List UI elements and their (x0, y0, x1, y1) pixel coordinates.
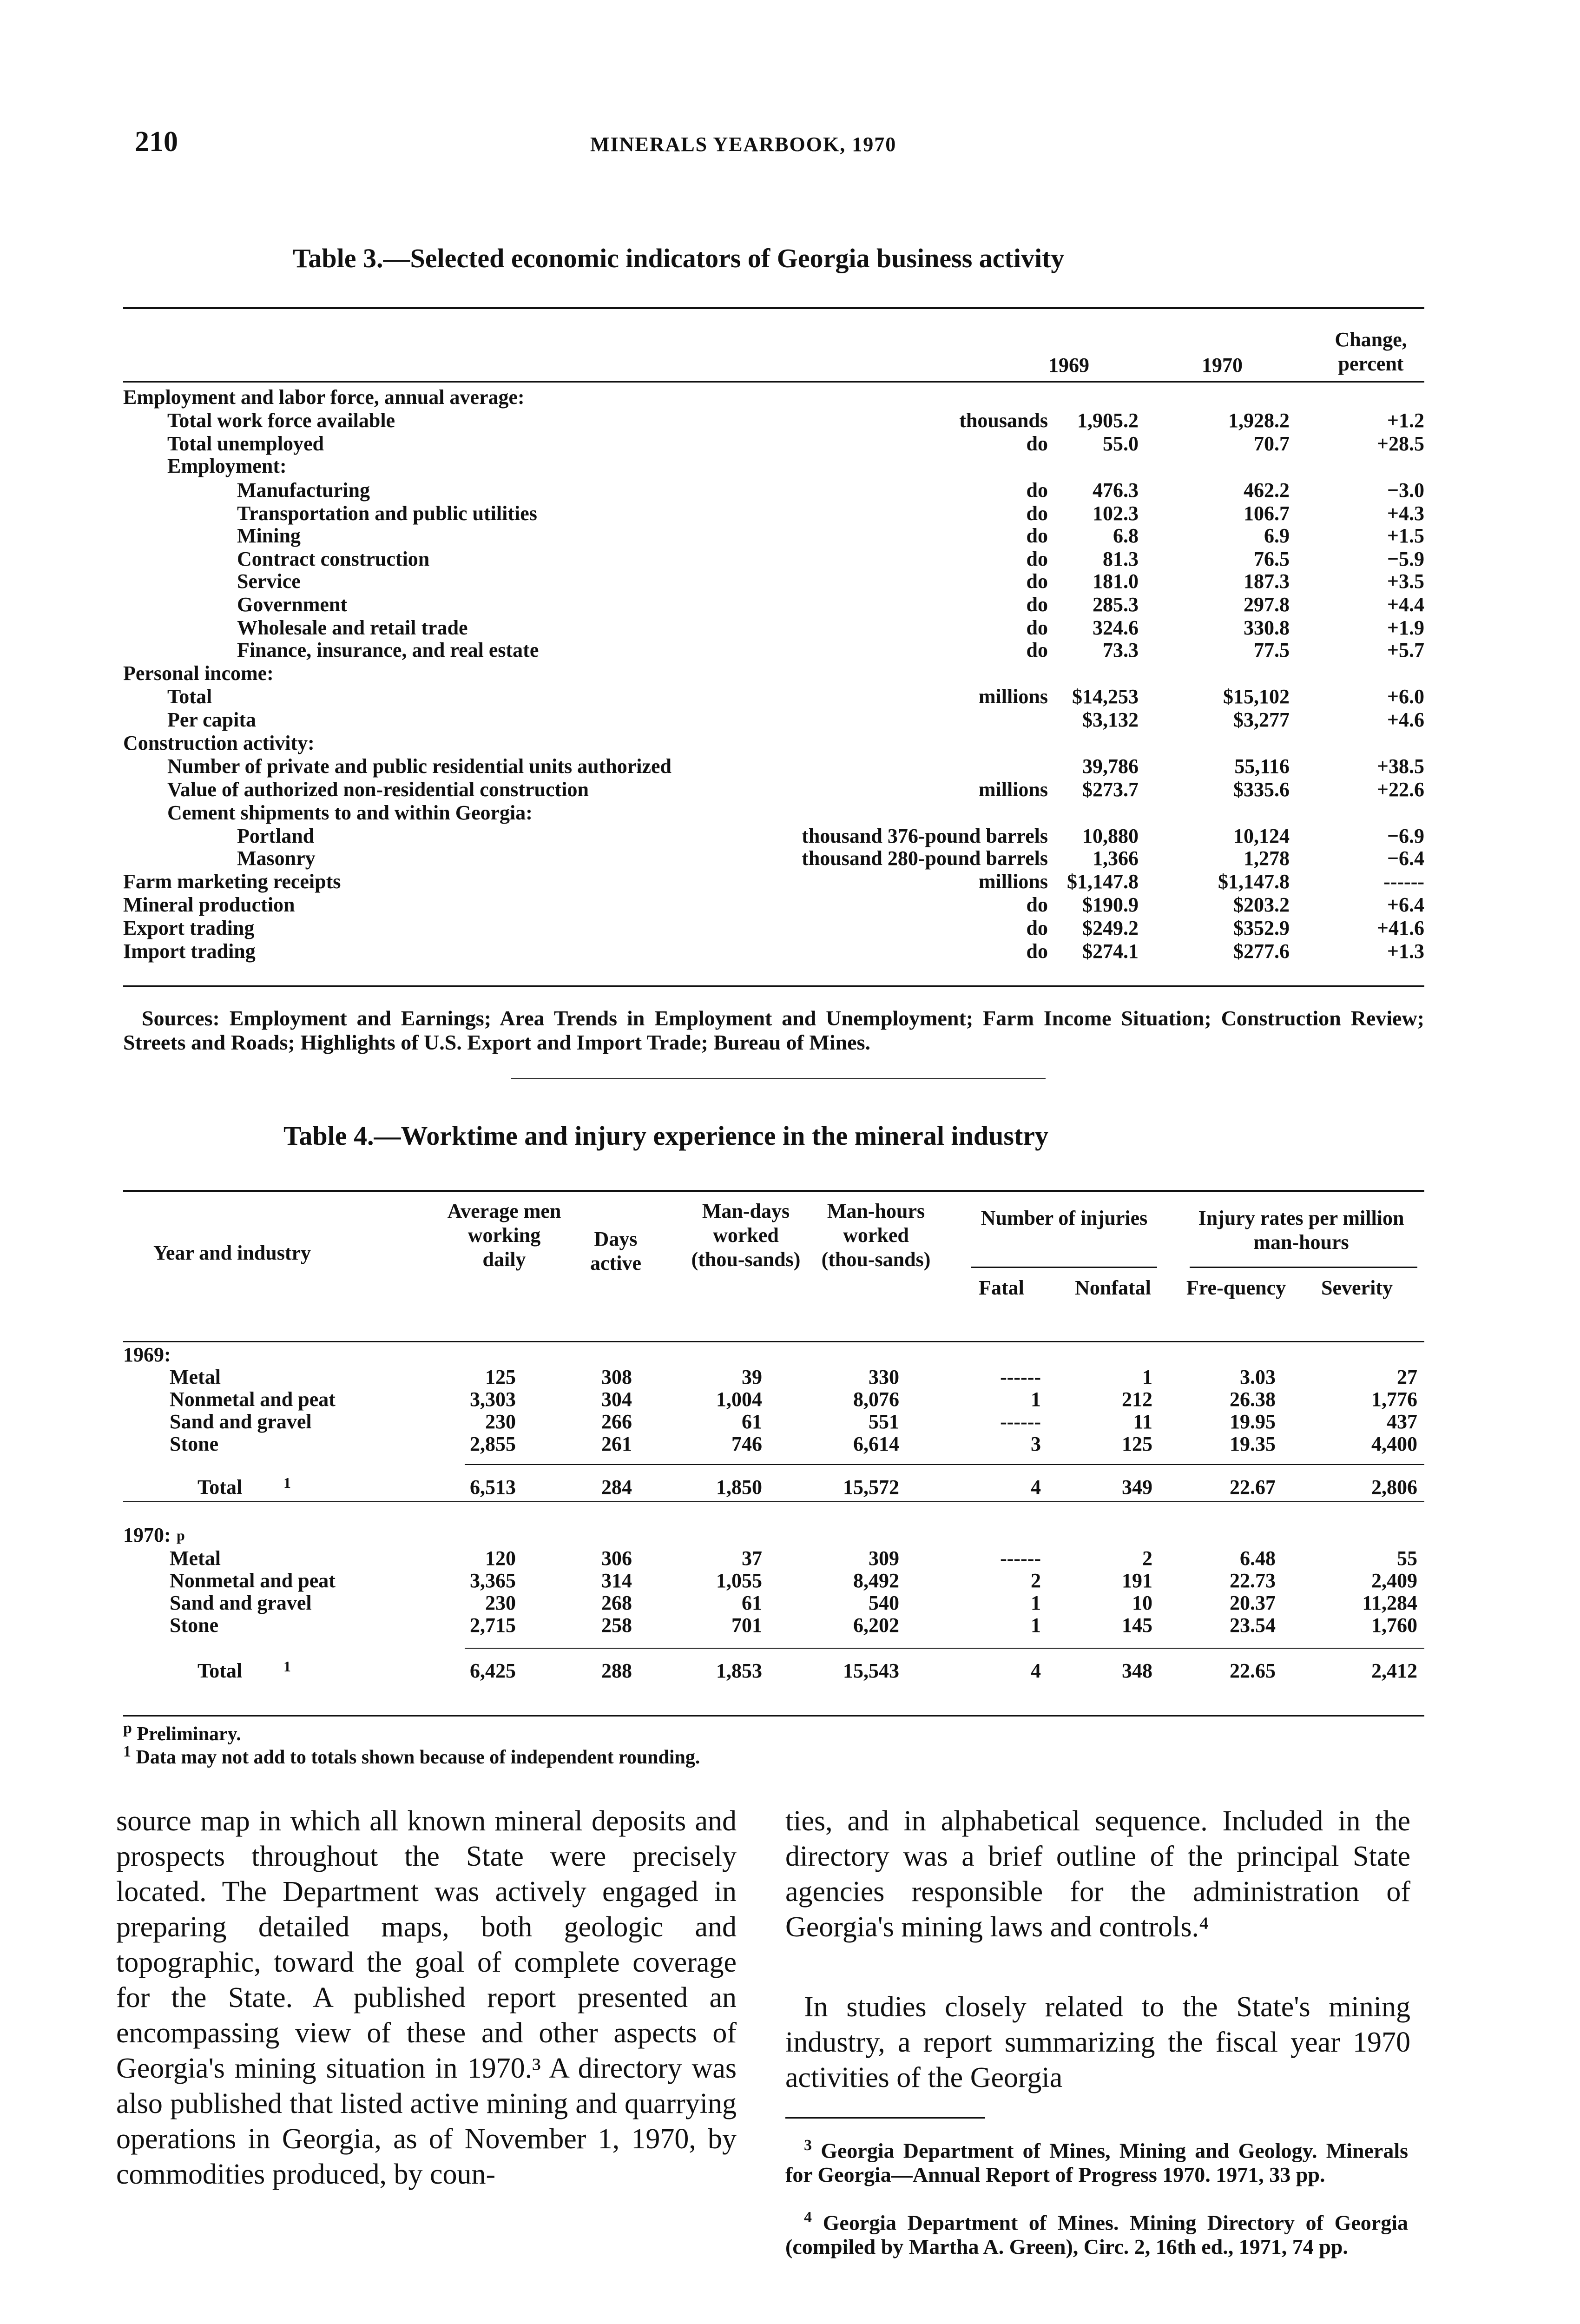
table3-change: +6.0 (1387, 685, 1424, 708)
table4-cell-fatal: 1 (1031, 1591, 1041, 1614)
footnote-4: $^4$ Georgia Department of Mines. Mining Directory of Georgia (compiled by Martha A. Green), Circ. 2, 16th ed., 1971, 74 pp. (785, 2209, 1408, 2259)
table4-cell-frequency: 22.67 (1230, 1476, 1276, 1499)
table3-change: +22.6 (1376, 778, 1424, 801)
table3-row-label: Personal income: (123, 662, 274, 685)
table3-change: +38.5 (1376, 755, 1424, 778)
table3-row-unit: do (1026, 524, 1048, 547)
table4-group-rule (123, 1501, 1424, 1502)
table4-cell-man-hours: 15,543 (843, 1659, 899, 1682)
table4-rates-rule (1190, 1267, 1417, 1268)
table4-header-severity: Severity (1321, 1276, 1393, 1299)
table4-cell-frequency: 23.54 (1230, 1614, 1276, 1637)
table4-cell-days: 284 (601, 1476, 632, 1499)
table4-footnote-p: $^p$ Preliminary. (123, 1720, 241, 1745)
table4-cell-severity: 437 (1387, 1410, 1417, 1433)
table4-header-man-days: Man-days worked (thou-sands) (691, 1200, 801, 1271)
table4-cell-fatal: ------ (1000, 1410, 1041, 1433)
table4-total-row (123, 1476, 1424, 1499)
table3-change: +4.3 (1387, 502, 1424, 525)
table3-change: +6.4 (1387, 893, 1424, 916)
table3-row (123, 593, 1424, 616)
table4-header-avg-men: Average men working daily (447, 1200, 561, 1271)
table3-change: +4.6 (1387, 708, 1424, 731)
table3-change: −6.4 (1387, 847, 1424, 870)
table3-row-label: Manufacturing (237, 479, 370, 502)
table4-cell-men: 2,855 (470, 1433, 516, 1455)
table4-cell-men: 6,513 (470, 1476, 516, 1499)
table3-row-label: Total unemployed (167, 432, 324, 455)
table3-row-label: Mining (237, 524, 301, 547)
table3-value-1969: $3,132 (1082, 708, 1139, 731)
table4-row (123, 1433, 1424, 1456)
table4-cell-man-hours: 8,492 (853, 1569, 899, 1592)
table4-cell-frequency: 22.65 (1230, 1659, 1276, 1682)
table3-value-1969: $274.1 (1082, 940, 1139, 963)
table4-injuries-rule (971, 1267, 1157, 1268)
table4-cell-severity: 2,412 (1371, 1659, 1417, 1682)
table4-cell-fatal: 2 (1031, 1569, 1041, 1592)
table4-cell-severity: 2,409 (1371, 1569, 1417, 1592)
table3-value-1970: 6.9 (1264, 524, 1290, 547)
table4-cell-severity: 1,776 (1371, 1388, 1417, 1411)
table4-header-man-hours: Man-hours worked (thou-sands) (821, 1200, 931, 1271)
table3-row-label: Construction activity: (123, 732, 315, 754)
table3-row-label: Contract construction (237, 548, 430, 570)
table4-cell-days: 306 (601, 1547, 632, 1570)
table4-cell-man-hours: 540 (869, 1591, 899, 1614)
table4-cell-nonfatal: 348 (1122, 1659, 1152, 1682)
table4-cell-man-days: 746 (731, 1433, 762, 1455)
table4-cell-fatal: 4 (1031, 1659, 1041, 1682)
table3-row (123, 847, 1424, 870)
table3-value-1970: 297.8 (1244, 593, 1290, 616)
table4-cell-man-days: 1,850 (716, 1476, 762, 1499)
running-title: MINERALS YEARBOOK, 1970 (590, 133, 897, 156)
table4-cell-frequency: 3.03 (1240, 1366, 1276, 1388)
table3-change: −3.0 (1387, 479, 1424, 502)
table3-value-1969: 285.3 (1093, 593, 1139, 616)
table3-value-1969: 73.3 (1103, 639, 1139, 661)
table3-row-label: Total (167, 685, 212, 708)
footnote-3: $^3$ Georgia Department of Mines, Mining and Geology. Minerals for Georgia—Annual Report of Progress 1970. 1971, 33 pp. (785, 2137, 1409, 2187)
table3-value-1969: 10,880 (1082, 825, 1139, 847)
table3-row-label: Transportation and public utilities (237, 502, 537, 525)
table4-subtotal-rule (465, 1648, 1424, 1649)
table3-row-label: Farm marketing receipts (123, 870, 341, 893)
table4-cell-fatal: 3 (1031, 1433, 1041, 1455)
table4-cell-men: 3,365 (470, 1569, 516, 1592)
table4-cell-frequency: 26.38 (1230, 1388, 1276, 1411)
table3-value-1970: $203.2 (1233, 893, 1290, 916)
table4-cell-men: 3,303 (470, 1388, 516, 1411)
table3-change: +1.5 (1387, 524, 1424, 547)
table4-cell-men: 230 (485, 1410, 516, 1433)
table4-cell-nonfatal: 349 (1122, 1476, 1152, 1499)
table3-row-unit: do (1026, 893, 1048, 916)
table4-cell-man-days: 37 (742, 1547, 762, 1570)
table3-value-1969: 1,366 (1093, 847, 1139, 870)
table4-cell-frequency: 6.48 (1240, 1547, 1276, 1570)
table3-row (123, 825, 1424, 848)
table4-cell-days: 314 (601, 1569, 632, 1592)
table4-row (123, 1388, 1424, 1411)
table3-value-1970: 1,928.2 (1228, 409, 1290, 432)
table3-row (123, 639, 1424, 662)
body-left-column: source map in which all known mineral deposits and prospects throughout the State were precisely located. The Department was actively engaged in preparing detailed maps, both geologic and topographic, toward the goal of complete coverage for the State. A published report presented an encompassing view of these and other aspects of Georgia's mining situation in 1970.³ A directory was also published that listed active mining and quarrying operations in Georgia, as of November 1, 1970, by commodities produced, by coun- (116, 1805, 737, 2190)
table4-top-rule (123, 1190, 1424, 1192)
table3-value-1970: 106.7 (1244, 502, 1290, 525)
table3-value-1970: 462.2 (1244, 479, 1290, 502)
table4-cell-severity: 4,400 (1371, 1433, 1417, 1455)
table4-row (123, 1410, 1424, 1433)
table3-row-unit: do (1026, 917, 1048, 939)
table3-row-unit: do (1026, 593, 1048, 616)
table4-cell-man-days: 61 (742, 1410, 762, 1433)
table3-value-1969: 181.0 (1093, 570, 1139, 593)
table3-row (123, 479, 1424, 502)
table4-industry: Nonmetal and peat (170, 1388, 336, 1411)
divider (511, 1078, 1046, 1079)
table3-header-change: Change, percent (1335, 328, 1407, 375)
table3-value-1970: $277.6 (1233, 940, 1290, 963)
table4-cell-fatal: ------ (1000, 1547, 1041, 1570)
body-right-paragraph-2: In studies closely related to the State's mining industry, a report summarizing the fiscal year 1970 activities of the Georgia (785, 1991, 1410, 2093)
table3-value-1969: $14,253 (1072, 685, 1139, 708)
table3-row (123, 524, 1424, 548)
table4-cell-fatal: 1 (1031, 1388, 1041, 1411)
table4-cell-man-hours: 8,076 (853, 1388, 899, 1411)
table3-value-1970: 55,116 (1234, 755, 1290, 778)
table3-value-1969: 55.0 (1103, 432, 1139, 455)
table3-row-label: Employment: (167, 455, 287, 477)
table4-row (123, 1547, 1424, 1570)
table3-value-1970: $15,102 (1223, 685, 1290, 708)
table4-cell-man-days: 1,004 (716, 1388, 762, 1411)
table3-row-label: Export trading (123, 917, 255, 939)
table4-row (123, 1591, 1424, 1615)
table4-industry: Metal (170, 1366, 221, 1388)
table4-header-fatal: Fatal (979, 1276, 1024, 1299)
table4-header-days: Days active (590, 1228, 641, 1274)
table4-year-mark: p (177, 1527, 185, 1544)
table4-cell-men: 120 (485, 1547, 516, 1570)
table3-row (123, 502, 1424, 525)
table3-row-label: Employment and labor force, annual average: (123, 386, 525, 409)
table3-row (123, 870, 1424, 893)
table3-row-label: Portland (237, 825, 315, 847)
table4-cell-days: 266 (601, 1410, 632, 1433)
table3-row-label: Government (237, 593, 348, 616)
table3-change: −6.9 (1387, 825, 1424, 847)
table3-row (123, 616, 1424, 640)
table3-change: +1.3 (1387, 940, 1424, 963)
table4-cell-frequency: 19.95 (1230, 1410, 1276, 1433)
table4-cell-frequency: 22.73 (1230, 1569, 1276, 1592)
table4-cell-man-hours: 330 (869, 1366, 899, 1388)
table3-row (123, 940, 1424, 963)
table3-value-1969: $249.2 (1082, 917, 1139, 939)
table3-header-1970: 1970 (1202, 354, 1243, 376)
table4-cell-days: 258 (601, 1614, 632, 1637)
table3-bottom-rule (123, 985, 1424, 987)
table3-value-1970: 187.3 (1244, 570, 1290, 593)
table3-row (123, 386, 1424, 409)
table3-row-unit: do (1026, 479, 1048, 502)
table3-row-unit: do (1026, 616, 1048, 639)
table4-header-injuries: Number of injuries (981, 1207, 1148, 1229)
table4-cell-man-days: 1,853 (716, 1659, 762, 1682)
table4-cell-days: 268 (601, 1591, 632, 1614)
table3-change: +5.7 (1387, 639, 1424, 661)
table3-change: +4.4 (1387, 593, 1424, 616)
table3-row-unit: thousand 280-pound barrels (802, 847, 1048, 870)
table4-cell-fatal: 4 (1031, 1476, 1041, 1499)
table3-value-1970: $352.9 (1233, 917, 1290, 939)
table3-row (123, 778, 1424, 801)
table4-cell-man-days: 39 (742, 1366, 762, 1388)
table4-cell-nonfatal: 145 (1122, 1614, 1152, 1637)
table3-row-unit: millions (978, 778, 1048, 801)
table4-cell-days: 288 (601, 1659, 632, 1682)
table4-cell-man-hours: 6,202 (853, 1614, 899, 1637)
table4-cell-man-hours: 15,572 (843, 1476, 899, 1499)
table3-value-1969: 324.6 (1093, 616, 1139, 639)
table4-cell-men: 6,425 (470, 1659, 516, 1682)
table4-cell-man-days: 1,055 (716, 1569, 762, 1592)
table3-value-1970: 330.8 (1244, 616, 1290, 639)
table4-bottom-rule (123, 1715, 1424, 1717)
table3-row-label: Cement shipments to and within Georgia: (167, 801, 533, 824)
table3-row-label: Wholesale and retail trade (237, 616, 468, 639)
table3-change: +1.9 (1387, 616, 1424, 639)
table4-total-label: Total (198, 1659, 243, 1682)
table4-header-rule (123, 1341, 1424, 1342)
table4-row (123, 1569, 1424, 1592)
table3-row-unit: millions (978, 870, 1048, 893)
table3-change: +1.2 (1387, 409, 1424, 432)
table3-value-1970: $335.6 (1233, 778, 1290, 801)
table3-value-1969: $273.7 (1082, 778, 1139, 801)
table4-header-frequency: Fre-quency (1186, 1276, 1286, 1299)
body-right-paragraph-1: ties, and in alphabetical sequence. Included in the directory was a brief outline of the principal State agencies responsible for the administration of Georgia's mining laws and controls.⁴ (785, 1805, 1410, 1943)
table4-cell-man-hours: 6,614 (853, 1433, 899, 1455)
table4-industry: Nonmetal and peat (170, 1569, 336, 1592)
table4-cell-man-days: 61 (742, 1591, 762, 1614)
table3-row-unit: do (1026, 548, 1048, 570)
table4-cell-days: 308 (601, 1366, 632, 1388)
table3-title: Table 3.—Selected economic indicators of Georgia business activity (293, 243, 1065, 273)
table3-row (123, 662, 1424, 685)
table4-row (123, 1614, 1424, 1637)
table3-row (123, 732, 1424, 755)
table3-row (123, 432, 1424, 456)
table3-row (123, 548, 1424, 571)
table3-change: +28.5 (1376, 432, 1424, 455)
table3-value-1970: $3,277 (1233, 708, 1290, 731)
table3-value-1970: 70.7 (1254, 432, 1290, 455)
table4-cell-nonfatal: 191 (1122, 1569, 1152, 1592)
table4-footnote-1: $^1$ Data may not add to totals shown because of independent rounding. (123, 1743, 700, 1768)
table3-row-unit: do (1026, 502, 1048, 525)
table3-change: ------ (1383, 870, 1424, 893)
table4-cell-nonfatal: 2 (1142, 1547, 1152, 1570)
table4-cell-men: 125 (485, 1366, 516, 1388)
table3-row-label: Mineral production (123, 893, 295, 916)
table4-cell-severity: 27 (1397, 1366, 1417, 1388)
table4-cell-nonfatal: 212 (1122, 1388, 1152, 1411)
table3-row (123, 801, 1424, 825)
table4-cell-men: 2,715 (470, 1614, 516, 1637)
table4-year: 1970: (123, 1524, 171, 1546)
table4-cell-severity: 11,284 (1362, 1591, 1417, 1614)
table3-row-unit: do (1026, 940, 1048, 963)
table3-row (123, 917, 1424, 940)
table4-cell-man-hours: 309 (869, 1547, 899, 1570)
table3-change: +3.5 (1387, 570, 1424, 593)
table3-row (123, 755, 1424, 778)
table3-row-label: Number of private and public residential units authorized (167, 755, 672, 778)
table3-row-unit: thousands (959, 409, 1048, 432)
table3-value-1970: $1,147.8 (1218, 870, 1290, 893)
table4-title: Table 4.—Worktime and injury experience in the mineral industry (283, 1121, 1049, 1151)
table4-total-row (123, 1659, 1424, 1683)
table4-total-footnote-mark: 1 (283, 1658, 291, 1675)
table3-row-label: Value of authorized non-residential construction (167, 778, 589, 801)
table3-row-label: Masonry (237, 847, 316, 870)
table3-change: −5.9 (1387, 548, 1424, 570)
table3-row (123, 685, 1424, 708)
table3-value-1970: 77.5 (1254, 639, 1290, 661)
table3-value-1970: 76.5 (1254, 548, 1290, 570)
table4-row (123, 1366, 1424, 1389)
table3-value-1970: 1,278 (1244, 847, 1290, 870)
table4-year: 1969: (123, 1343, 171, 1366)
table4-industry: Metal (170, 1547, 221, 1570)
table4-header-year-industry: Year and industry (153, 1241, 311, 1264)
table3-row-unit: thousand 376-pound barrels (802, 825, 1048, 847)
table3-row-label: Import trading (123, 940, 256, 963)
table4-cell-men: 230 (485, 1591, 516, 1614)
table3-value-1969: 6.8 (1113, 524, 1139, 547)
table3-top-rule (123, 307, 1424, 309)
table3-row-unit: do (1026, 432, 1048, 455)
table4-industry: Stone (170, 1433, 219, 1455)
table3-row-unit: do (1026, 639, 1048, 661)
table4-total-footnote-mark: 1 (283, 1474, 291, 1491)
table3-row-unit: millions (978, 685, 1048, 708)
table4-industry: Sand and gravel (170, 1591, 312, 1614)
table3-row (123, 708, 1424, 732)
table3-value-1969: 1,905.2 (1077, 409, 1139, 432)
table3-value-1969: $190.9 (1082, 893, 1139, 916)
table3-row (123, 893, 1424, 917)
table4-subtotal-rule (465, 1464, 1424, 1465)
table4-cell-nonfatal: 11 (1133, 1410, 1152, 1433)
table4-cell-man-hours: 551 (869, 1410, 899, 1433)
table4-cell-frequency: 19.35 (1230, 1433, 1276, 1455)
table3-row-label: Finance, insurance, and real estate (237, 639, 539, 661)
table4-cell-nonfatal: 125 (1122, 1433, 1152, 1455)
table3-value-1969: 39,786 (1082, 755, 1139, 778)
table4-cell-frequency: 20.37 (1230, 1591, 1276, 1614)
table4-total-label: Total (198, 1476, 243, 1499)
table3-row-label: Per capita (167, 708, 257, 731)
table3-value-1969: 476.3 (1093, 479, 1139, 502)
table3-sources: Sources: Employment and Earnings; Area Trends in Employment and Unemployment; Farm Income Situation; Construction Review; Streets and Roads; Highlights of U.S. Export and Import Trade; Bureau of Mines. (123, 1006, 1424, 1054)
table4-industry: Stone (170, 1614, 219, 1637)
table4-cell-severity: 1,760 (1371, 1614, 1417, 1637)
table4-cell-man-days: 701 (731, 1614, 762, 1637)
table4-cell-severity: 2,806 (1371, 1476, 1417, 1499)
table4-cell-fatal: 1 (1031, 1614, 1041, 1637)
table3-value-1970: 10,124 (1233, 825, 1290, 847)
table4-year-row (123, 1343, 1424, 1367)
table3-row (123, 570, 1424, 593)
table3-header-rule (123, 381, 1424, 383)
page-number: 210 (135, 126, 178, 158)
table3-change: +41.6 (1376, 917, 1424, 939)
table4-cell-nonfatal: 1 (1142, 1366, 1152, 1388)
table4-cell-days: 261 (601, 1433, 632, 1455)
table4-header-nonfatal: Nonfatal (1075, 1276, 1151, 1299)
table3-row-unit: do (1026, 570, 1048, 593)
table3-row-label: Service (237, 570, 301, 593)
table4-industry: Sand and gravel (170, 1410, 312, 1433)
table3-value-1969: 81.3 (1103, 548, 1139, 570)
footnote-rule (785, 2117, 985, 2119)
table3-header-1969: 1969 (1048, 354, 1089, 376)
table3-value-1969: $1,147.8 (1067, 870, 1139, 893)
table3-row (123, 409, 1424, 432)
table3-row-label: Total work force available (167, 409, 395, 432)
table4-header-rates: Injury rates per million man-hours (1198, 1207, 1404, 1254)
table4-cell-fatal: ------ (1000, 1366, 1041, 1388)
table3-value-1969: 102.3 (1093, 502, 1139, 525)
table4-cell-severity: 55 (1397, 1547, 1417, 1570)
table4-year-row (123, 1524, 1424, 1547)
table4-cell-nonfatal: 10 (1132, 1591, 1152, 1614)
table3-row (123, 455, 1424, 478)
table4-cell-days: 304 (601, 1388, 632, 1411)
